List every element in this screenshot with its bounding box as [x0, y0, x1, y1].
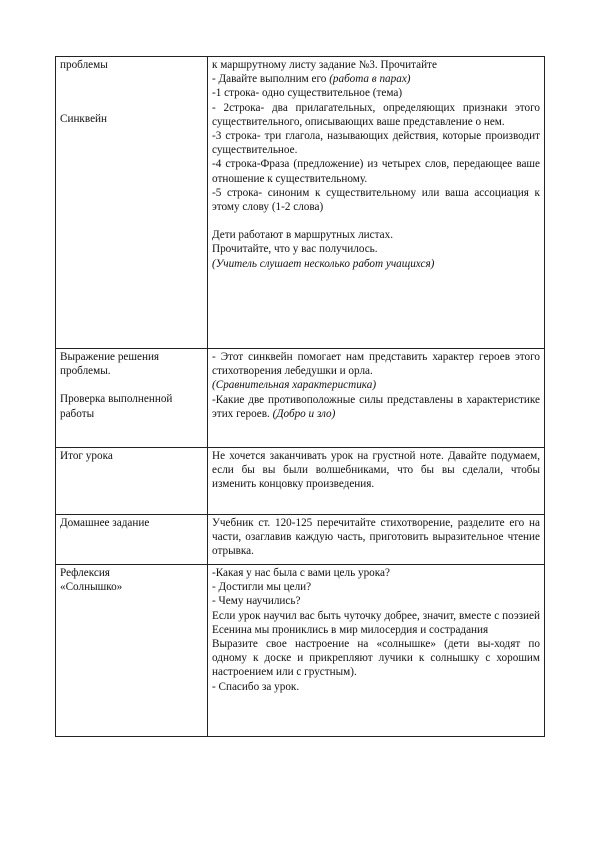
stage-label: Проверка выполненной работы: [60, 393, 173, 420]
content-cell: [208, 515, 545, 565]
lesson-plan-table: [55, 56, 545, 737]
table-row: [56, 57, 545, 349]
table-row: [56, 349, 545, 448]
content-line: -Какие две противоположные силы представлены в характеристике этих героев.: [212, 393, 540, 420]
table-row: [56, 565, 545, 737]
stage-label: проблемы: [60, 59, 108, 71]
content-line: Выразите свое настроение на «солнышке» (дети вы-ходят по одному к доске и прикрепляют лучики к солнышку с хорошим настроением или с грустным).: [212, 638, 540, 679]
content-line: к маршрутному листу задание №3. Прочитайте: [212, 59, 437, 71]
stage-label: Итог урока: [60, 450, 113, 462]
content-line: -3 строка- три глагола, называющих действия, которые производит существительное.: [212, 130, 540, 157]
content-line: Не хочется заканчивать урок на грустной ноте. Давайте подумаем, если бы вы были волшебниками, что бы вы сделали, чтобы изменить концовку произведения.: [212, 450, 540, 491]
stage-cell: [56, 349, 208, 448]
content-cell: [208, 565, 545, 737]
content-line: Учебник ст. 120-125 перечитайте стихотворение, разделите его на части, озаглавив каждую часть, приготовить выразительное чтение отрывка.: [212, 517, 540, 558]
content-note: (Учитель слушает несколько работ учащихся): [212, 257, 435, 270]
content-note: (работа в парах): [329, 73, 411, 86]
table-row: [56, 448, 545, 515]
content-line: - 2строка- два прилагательных, определяющих признаки этого существительного, описывающих ваше представление о нем.: [212, 101, 540, 128]
content-cell: [208, 448, 545, 515]
content-line: - Этот синквейн помогает нам представить характер героев этого стихотворения лебедушки и орла.: [212, 351, 540, 378]
content-line: -1 строка- одно существительное (тема): [212, 87, 403, 100]
stage-cell: [56, 515, 208, 565]
content-line: - Чему научились?: [212, 595, 301, 608]
content-line: -Какая у нас была с вами цель урока?: [212, 567, 390, 579]
stage-label: Синквейн: [60, 113, 108, 126]
stage-label: Домашнее задание: [60, 517, 150, 529]
content-line: - Давайте выполним его: [212, 73, 327, 86]
content-line: Если урок научил вас быть чуточку добрее, значит, вместе с поэзией Есенина мы прониклись в мир милосердия и сострадания: [212, 609, 540, 636]
stage-label: Рефлексия: [60, 567, 110, 579]
content-note: (Добро и зло): [272, 407, 336, 420]
content-line: Прочитайте, что у вас получилось.: [212, 243, 378, 256]
stage-label: Выражение решения проблемы.: [60, 351, 160, 378]
stage-cell: [56, 57, 208, 349]
stage-cell: [56, 565, 208, 737]
content-note: (Сравнительная характеристика): [212, 379, 377, 392]
content-line: -5 строка- синоним к существительному или ваша ассоциация к этому слову (1-2 слова): [212, 186, 540, 214]
content-cell: [208, 57, 545, 349]
table-row: [56, 515, 545, 565]
content-line: - Спасибо за урок.: [212, 680, 300, 693]
content-line: Дети работают в маршрутных листах.: [212, 229, 393, 242]
content-line: - Достигли мы цели?: [212, 581, 312, 594]
stage-label: «Солнышко»: [60, 581, 123, 594]
content-line: -4 строка-Фраза (предложение) из четырех слов, передающее ваше отношение к существительному.: [212, 158, 540, 185]
stage-cell: [56, 448, 208, 515]
content-cell: [208, 349, 545, 448]
